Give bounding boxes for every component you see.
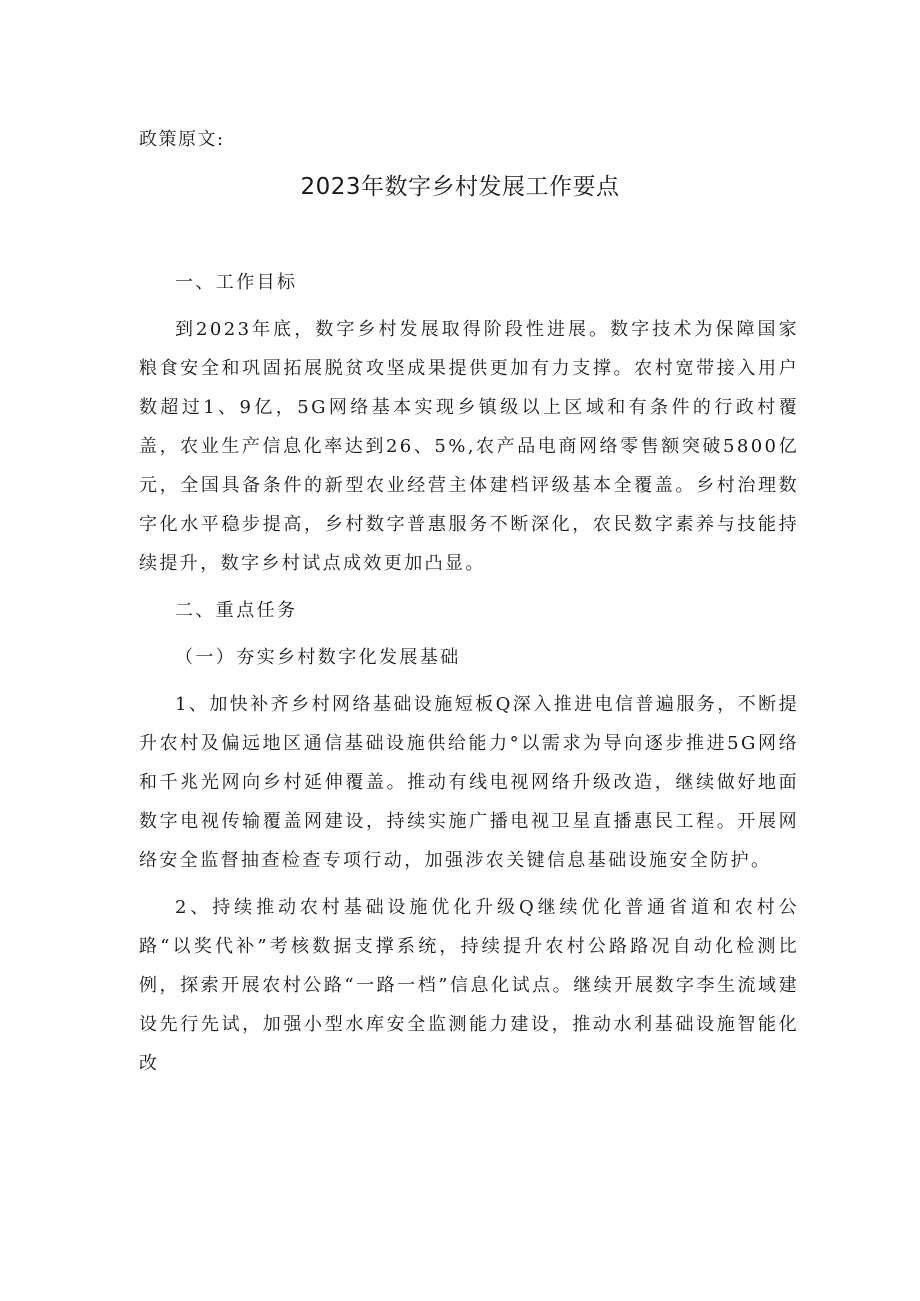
document-body xyxy=(139,263,799,1091)
document-title: 2023年数字乡村发展工作要点 xyxy=(300,174,620,200)
paragraph-task-1: 1、加快补齐乡村网络基础设施短板Q深入推进电信普遍服务，不断提升农村及偏远地区通信基础设施供给能力°以需求为导向逐步推进5G网络和千兆光网向乡村延伸覆盖。推动有线电视网络升级改造，继续做好地面数字电视传输覆盖网建设，持续实施广播电视卫星直播惠民工程。开展网络安全监督抽查检查专项行动，加强涉农关键信息基础设施安全防护。 xyxy=(139,694,799,871)
paragraph-task-2: 2、持续推动农村基础设施优化升级Q继续优化普通省道和农村公路“以奖代补”考核数据支撑系统，持续提升农村公路路况自动化检测比例，探索开展农村公路“一路一档”信息化试点。继续开展数字李生流域建设先行先试，加强小型水库安全监测能力建设，推动水利基础设施智能化改 xyxy=(139,897,799,1074)
paragraph-goals: 到2023年底，数字乡村发展取得阶段性进展。数字技术为保障国家粮食安全和巩固拓展脱贫攻坚成果提供更加有力支撑。农村宽带接入用户数超过1、9亿，5G网络基本实现乡镇级以上区域和有条件的行政村覆盖，农业生产信息化率达到26、5%,农产品电商网络零售额突破5800亿元，全国具备条件的新型农业经营主体建档评级基本全覆盖。乡村治理数字化水平稳步提高，乡村数字普惠服务不断深化，农民数字素养与技能持续提升，数字乡村试点成效更加凸显。 xyxy=(139,319,799,574)
section-heading-goals: 一、工作目标 xyxy=(175,272,298,293)
subsection-heading-foundation: （一）夯实乡村数字化发展基础 xyxy=(175,647,461,668)
section-heading-tasks: 二、重点任务 xyxy=(175,600,298,621)
document-label: 政策原文: xyxy=(139,129,225,150)
